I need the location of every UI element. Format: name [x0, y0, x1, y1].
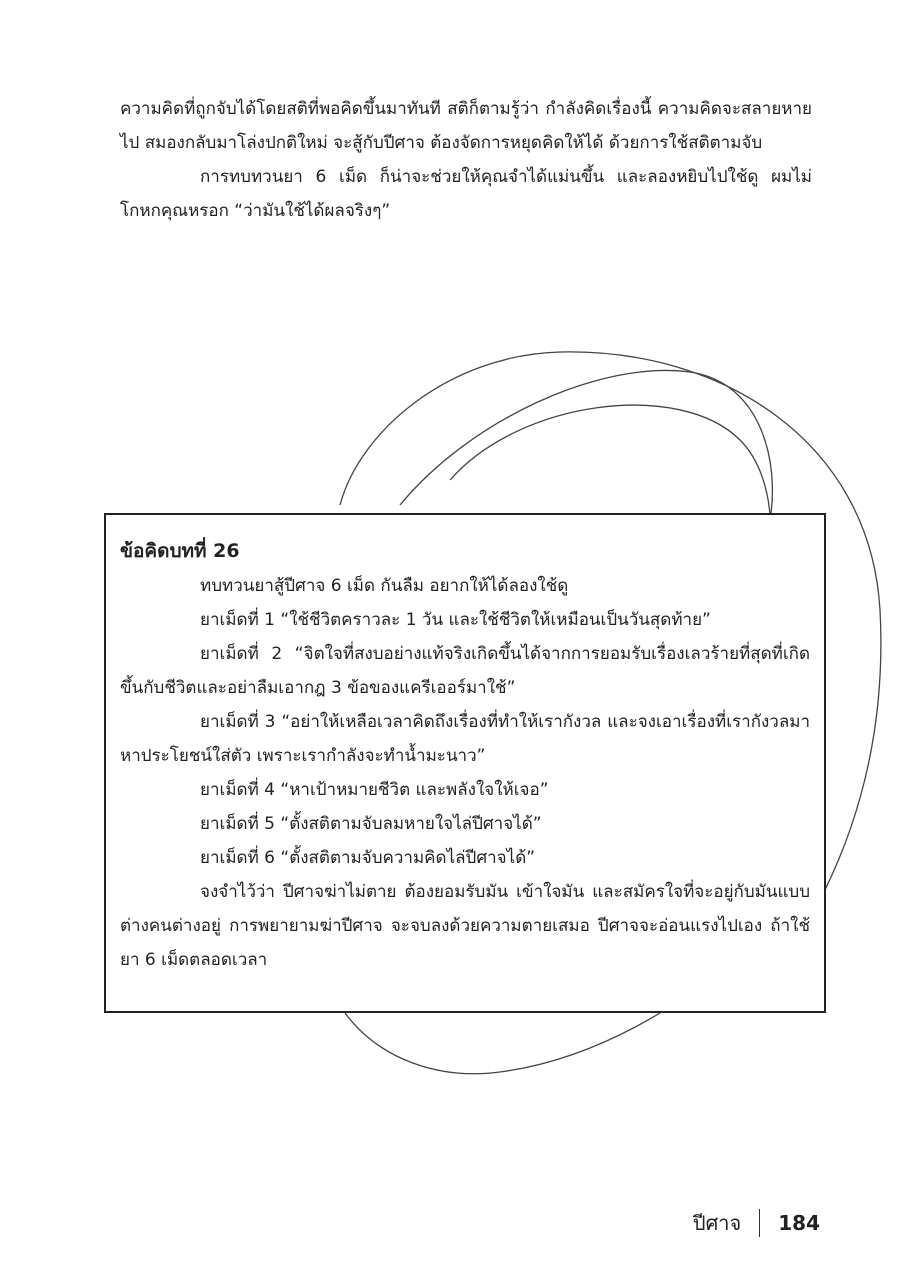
- box-line-pill-2: ยาเม็ดที่ 2 “จิตใจที่สงบอย่างแท้จริงเกิดขึ้นได้จากการยอมรับเรื่องเลวร้ายที่สุดที่เกิดขึ้นกับชีวิตและอย่าลืมเอากฎ 3 ข้อของแครีเออร์มาใช้”: [120, 644, 810, 698]
- box-line-pill-4: ยาเม็ดที่ 4 “หาเป้าหมายชีวิต และพลังใจให้เจอ”: [200, 780, 549, 800]
- paragraph-2: การทบทวนยา 6 เม็ด ก็น่าจะช่วยให้คุณจำได้แม่นขึ้น และลองหยิบไปใช้ดู ผมไม่โกหกคุณหรอก “ว่ามันใช้ได้ผลจริงๆ”: [120, 167, 812, 221]
- page-footer: [693, 1208, 820, 1238]
- box-line-pill-3: ยาเม็ดที่ 3 “อย่าให้เหลือเวลาคิดถึงเรื่องที่ทำให้เรากังวล และจงเอาเรื่องที่เรากังวลมาหาประโยชน์ใส่ตัว เพราะเรากำลังจะทำน้ำมะนาว”: [120, 712, 810, 766]
- circle-line-3: [450, 405, 770, 515]
- box-line-intro: ทบทวนยาสู้ปีศาจ 6 เม็ด กันลืม อยากให้ได้ลองใช้ดู: [200, 576, 569, 596]
- box-line-pill-6: ยาเม็ดที่ 6 “ตั้งสติตามจับความคิดไล่ปีศาจได้”: [200, 848, 536, 868]
- box-line-pill-1: ยาเม็ดที่ 1 “ใช้ชีวิตคราวละ 1 วัน และใช้ชีวิตให้เหมือนเป็นวันสุดท้าย”: [200, 610, 711, 630]
- box-line-pill-5: ยาเม็ดที่ 5 “ตั้งสติตามจับลมหายใจไล่ปีศาจได้”: [200, 814, 542, 834]
- body-text: [120, 92, 812, 228]
- book-title: ปีศาจ: [692, 1211, 742, 1235]
- circle-line-4: [345, 1013, 660, 1074]
- box-title: ข้อคิดบทที่ 26: [120, 540, 240, 562]
- circle-line-2: [400, 370, 772, 520]
- paragraph-1: ความคิดที่ถูกจับได้โดยสติที่พอคิดขึ้นมาทันที สติก็ตามรู้ว่า กำลังคิดเรื่องนี้ ความคิดจะสลายหายไป สมองกลับมาโล่งปกติใหม่ จะสู้กับปีศาจ ต้องจัดการหยุดคิดให้ได้ ด้วยการใช้สติตามจับ: [120, 99, 812, 153]
- page-number: 184: [778, 1211, 820, 1235]
- key-points-box: [104, 513, 826, 1013]
- box-line-conclusion: จงจำไว้ว่า ปีศาจฆ่าไม่ตาย ต้องยอมรับมัน เข้าใจมัน และสมัครใจที่จะอยู่กับมันแบบต่างคนต่างอยู่ การพยายามฆ่าปีศาจ จะจบลงด้วยความตายเสมอ ปีศาจจะอ่อนแรงไปเอง ถ้าใช้ยา 6 เม็ดตลอดเวลา: [120, 882, 810, 970]
- footer-divider: [759, 1209, 760, 1237]
